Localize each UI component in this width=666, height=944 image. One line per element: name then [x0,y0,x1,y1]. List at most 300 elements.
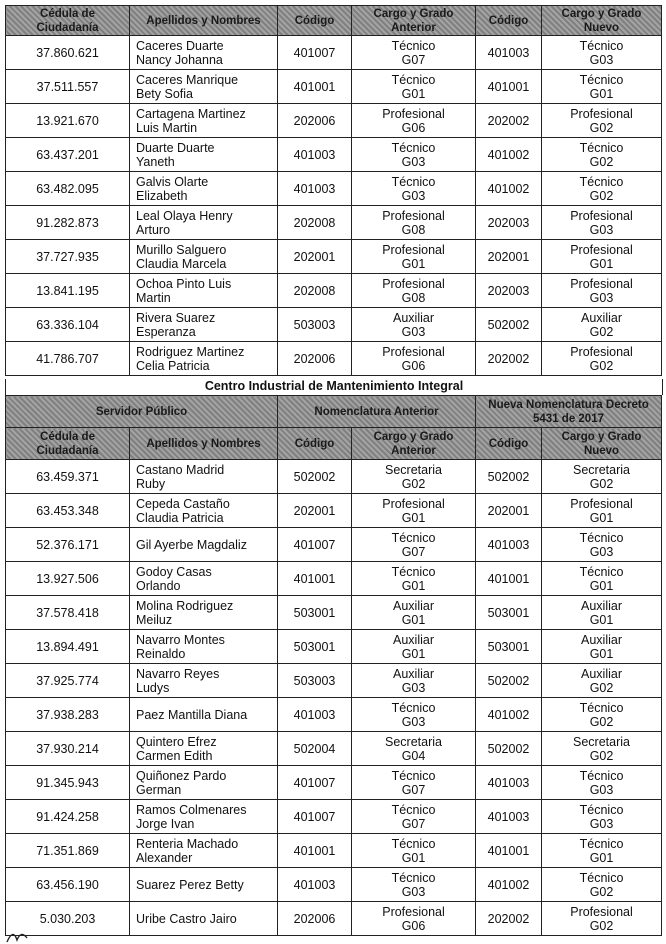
cell-codigo-anterior [278,460,352,494]
cell-cargo-nuevo-text: G02 [589,748,614,763]
cell-codigo-anterior-text: 202006 [293,911,336,926]
cell-codigo-nuevo-text: 401002 [487,707,530,722]
cell-cargo-anterior-text: Profesional [382,106,445,121]
cell-cedula-text: 41.786.707 [36,351,99,366]
cell-nombre-text: Quintero Efrez [136,734,217,749]
cell-codigo-anterior [278,36,352,70]
cell-cargo-nuevo-text: G03 [589,544,614,559]
cell-nombre-text: Renteria Machado [136,836,239,851]
cell-cedula [6,70,130,104]
cell-codigo-nuevo-text: 503001 [487,639,530,654]
cell-cargo-anterior [352,732,476,766]
cell-nombre-text: Esperanza [136,324,196,339]
cell-cargo-nuevo [542,460,662,494]
cell-codigo-anterior-text: 401003 [293,181,336,196]
cell-codigo-anterior-text: 401007 [293,809,336,824]
header-nombres: Apellidos y Nombres [130,428,278,460]
cell-nombre-text: Nancy Johanna [136,52,223,67]
cell-nombre [130,104,278,138]
table-row [6,630,662,664]
cell-cargo-nuevo [542,494,662,528]
cell-codigo-anterior-text: 202008 [293,283,336,298]
cell-cargo-nuevo-text: Profesional [570,242,633,257]
cell-codigo-nuevo [476,528,542,562]
cell-codigo-anterior [278,698,352,732]
cell-nombre-text: Cepeda Castaño [136,496,230,511]
cell-codigo-nuevo-text: 202003 [487,215,530,230]
cell-cargo-nuevo [542,70,662,104]
cell-cargo-nuevo-text: Auxiliar [581,666,623,681]
cell-cargo-anterior-text: Profesional [382,904,445,919]
cell-nombre-text: Cartagena Martinez [136,106,246,121]
cell-nombre-text: Ramos Colmenares [136,802,247,817]
cell-codigo-nuevo-text: 202001 [487,249,530,264]
cell-codigo-nuevo-text: 401001 [487,843,530,858]
cell-cargo-anterior-text: Auxiliar [393,632,435,647]
cell-codigo-nuevo [476,596,542,630]
table-personal-2 [5,395,662,936]
cell-codigo-anterior-text: 503001 [293,605,336,620]
cell-codigo-nuevo-text: 401003 [487,45,530,60]
cell-cargo-nuevo-text: G02 [589,680,614,695]
table-row [6,800,662,834]
cell-codigo-nuevo-text: 401001 [487,571,530,586]
cell-cargo-anterior-text: Profesional [382,496,445,511]
cell-nombre-text: Martin [136,290,171,305]
cell-cargo-nuevo [542,868,662,902]
cell-cargo-anterior-text: G01 [401,256,426,271]
cell-cargo-nuevo [542,274,662,308]
cell-cedula [6,36,130,70]
cell-cargo-anterior-text: G06 [401,918,426,933]
header-cargo-nuevo: Cargo y Grado Nuevo [542,428,662,460]
cell-cargo-nuevo-text: Secretaria [573,462,630,477]
cell-nombre [130,664,278,698]
cell-cargo-anterior-text: Auxiliar [393,666,435,681]
cell-cargo-nuevo-text: Profesional [570,106,633,121]
cell-nombre-text: Claudia Patricia [136,510,224,525]
cell-cedula [6,664,130,698]
cell-cedula [6,138,130,172]
cell-cedula-text: 13.894.491 [36,639,99,654]
cell-codigo-anterior [278,172,352,206]
cell-cargo-nuevo [542,138,662,172]
table-body-1 [6,36,662,376]
cell-cedula-text: 37.727.935 [36,249,99,264]
cell-cargo-anterior-text: Auxiliar [393,598,435,613]
cell-nombre [130,172,278,206]
cell-nombre-text: Alexander [136,850,193,865]
cell-nombre-text: Murillo Salguero [136,242,227,257]
cell-cargo-nuevo-text: Profesional [570,208,633,223]
cell-cargo-nuevo-text: G02 [589,154,614,169]
table-row [6,528,662,562]
cell-cargo-anterior-text: Secretaria [385,734,442,749]
cell-codigo-anterior [278,206,352,240]
cell-cargo-nuevo-text: G02 [589,714,614,729]
cell-cargo-nuevo [542,206,662,240]
cell-cargo-nuevo [542,902,662,936]
table-row [6,342,662,376]
cell-cargo-nuevo-text: G02 [589,324,614,339]
cell-codigo-nuevo [476,460,542,494]
cell-codigo-nuevo-text: 502002 [487,317,530,332]
cell-nombre [130,868,278,902]
cell-nombre-text: Claudia Marcela [136,256,227,271]
header-codigo-nuevo: Código [476,6,542,36]
cell-cargo-nuevo-text: Profesional [570,276,633,291]
cell-cargo-anterior [352,834,476,868]
cell-codigo-anterior-text: 202006 [293,113,336,128]
cell-cargo-anterior-text: G03 [401,714,426,729]
header-cargo-anterior: Cargo y Grado Anterior [352,6,476,36]
cell-cargo-anterior [352,308,476,342]
cell-cargo-anterior [352,766,476,800]
cell-cedula-text: 13.921.670 [36,113,99,128]
cell-cedula [6,460,130,494]
cell-codigo-nuevo [476,664,542,698]
cell-cargo-nuevo-text: G01 [589,646,614,661]
cell-nombre [130,206,278,240]
cell-cargo-nuevo-text: G02 [589,476,614,491]
cell-cargo-anterior [352,868,476,902]
cell-nombre-text: Godoy Casas [136,564,212,579]
cell-cedula-text: 63.456.190 [36,877,99,892]
cell-cargo-nuevo [542,36,662,70]
cell-cargo-anterior-text: Profesional [382,208,445,223]
cell-cargo-nuevo-text: Técnico [579,72,624,87]
cell-cargo-nuevo [542,664,662,698]
cell-codigo-anterior-text: 503001 [293,639,336,654]
cell-cargo-nuevo-text: Técnico [579,174,624,189]
table-row [6,460,662,494]
cell-cedula-text: 37.511.557 [36,79,99,94]
cell-codigo-nuevo-text: 202002 [487,113,530,128]
cell-cedula-text: 63.437.201 [36,147,99,162]
header-cedula: Cédula de Ciudadanía [6,428,130,460]
cell-codigo-anterior [278,732,352,766]
table-row [6,596,662,630]
cell-nombre [130,494,278,528]
cell-cargo-nuevo-text: G02 [589,918,614,933]
cell-codigo-anterior [278,528,352,562]
cell-nombre [130,70,278,104]
cell-cedula [6,172,130,206]
cell-codigo-anterior-text: 502002 [293,469,336,484]
cell-cedula-text: 13.927.506 [36,571,99,586]
cell-codigo-anterior [278,800,352,834]
cell-codigo-nuevo [476,240,542,274]
header-codigo-anterior: Código [278,6,352,36]
table-row [6,240,662,274]
cell-cargo-nuevo-text: Técnico [579,700,624,715]
table-row [6,104,662,138]
cell-codigo-nuevo-text: 202002 [487,911,530,926]
cell-cargo-anterior [352,460,476,494]
cell-nombre-text: Uribe Castro Jairo [136,911,237,926]
cell-codigo-nuevo [476,342,542,376]
cell-nombre [130,630,278,664]
header-codigo-anterior: Código [278,428,352,460]
table-row [6,664,662,698]
cell-cargo-anterior [352,138,476,172]
cell-nombre-text: Reinaldo [136,646,186,661]
cell-codigo-nuevo-text: 401002 [487,877,530,892]
cell-cargo-anterior [352,596,476,630]
cell-nombre-text: Leal Olaya Henry [136,208,233,223]
cell-cargo-anterior-text: Técnico [391,174,436,189]
cell-cargo-anterior-text: Técnico [391,836,436,851]
cell-cargo-anterior-text: Secretaria [385,462,442,477]
cell-cargo-anterior-text: G04 [401,748,426,763]
cell-codigo-anterior-text: 202001 [293,249,336,264]
cell-nombre [130,902,278,936]
cell-cargo-anterior-text: Auxiliar [393,310,434,325]
cell-codigo-anterior [278,104,352,138]
cell-cargo-anterior-text: Técnico [391,564,436,579]
cell-cargo-anterior-text: G03 [401,154,426,169]
cell-cargo-nuevo-text: Secretaria [573,734,630,749]
cell-cargo-anterior [352,206,476,240]
section-title: Centro Industrial de Mantenimiento Integral [5,379,663,395]
cell-cedula [6,342,130,376]
header-nombres: Apellidos y Nombres [130,6,278,36]
cell-cedula-text: 13.841.195 [36,283,99,298]
cell-nombre-text: Yaneth [136,154,175,169]
cell-codigo-anterior [278,70,352,104]
cell-codigo-nuevo [476,868,542,902]
cell-codigo-nuevo [476,562,542,596]
header-cargo-anterior: Cargo y Grado Anterior [352,428,476,460]
cell-cargo-nuevo-text: G03 [589,816,614,831]
table-row [6,834,662,868]
cell-cargo-anterior-text: Técnico [391,38,436,53]
cell-nombre-text: Orlando [136,578,181,593]
cell-cedula [6,732,130,766]
cell-cedula-text: 63.336.104 [36,317,99,332]
cell-cedula-text: 5.030.203 [39,911,96,926]
cell-codigo-anterior-text: 202006 [293,351,336,366]
cell-cargo-nuevo [542,800,662,834]
cell-cargo-nuevo-text: G01 [589,850,614,865]
cell-cargo-nuevo [542,698,662,732]
cell-cargo-nuevo-text: Auxiliar [581,598,623,613]
cell-nombre-text: Elizabeth [136,188,188,203]
cell-codigo-anterior [278,664,352,698]
cell-nombre [130,834,278,868]
cell-codigo-nuevo [476,800,542,834]
cell-cedula [6,596,130,630]
cell-nombre-text: German [136,782,182,797]
cell-codigo-anterior-text: 503003 [293,317,336,332]
cell-cargo-anterior-text: G01 [401,612,426,627]
cell-codigo-nuevo [476,308,542,342]
cell-cargo-anterior-text: G07 [401,544,426,559]
cell-cargo-anterior-text: Profesional [382,242,445,257]
cell-codigo-anterior [278,630,352,664]
header-cargo-nuevo: Cargo y Grado Nuevo [542,6,662,36]
cell-nombre [130,698,278,732]
cell-cargo-anterior-text: Técnico [391,140,436,155]
cell-cargo-anterior-text: Técnico [391,72,436,87]
cell-codigo-nuevo [476,698,542,732]
cell-codigo-anterior [278,494,352,528]
cell-codigo-anterior [278,834,352,868]
cell-cedula [6,528,130,562]
cell-cargo-nuevo-text: Profesional [570,496,633,511]
header-codigo-nuevo: Código [476,428,542,460]
cell-cedula [6,834,130,868]
cell-cargo-anterior-text: G08 [401,290,426,305]
cell-cedula-text: 63.459.371 [36,469,99,484]
table-row [6,732,662,766]
cell-codigo-nuevo [476,138,542,172]
cell-nombre-text: Rodriguez Martinez [136,344,245,359]
cell-cargo-anterior [352,630,476,664]
cell-cargo-nuevo [542,766,662,800]
cell-cargo-anterior [352,342,476,376]
cell-cedula-text: 71.351.869 [36,843,99,858]
cell-cargo-anterior [352,800,476,834]
cell-cargo-nuevo-text: Profesional [570,904,633,919]
cell-cargo-nuevo-text: G02 [589,188,614,203]
cell-cargo-nuevo-text: G01 [589,578,614,593]
table-body-2 [6,460,662,936]
cell-codigo-nuevo [476,172,542,206]
cell-codigo-anterior [278,342,352,376]
cell-codigo-nuevo [476,36,542,70]
cell-cargo-anterior-text: G03 [401,680,426,695]
table-row [6,868,662,902]
cell-cargo-anterior-text: Técnico [391,802,436,817]
cell-codigo-anterior [278,766,352,800]
cell-cargo-anterior-text: G06 [401,120,426,135]
cell-nombre-text: Galvis Olarte [136,174,209,189]
cell-nombre-text: Suarez Perez Betty [136,877,244,892]
cell-cargo-nuevo [542,308,662,342]
cell-nombre-text: Quiñonez Pardo [136,768,227,783]
cell-codigo-nuevo [476,766,542,800]
cell-cargo-nuevo [542,834,662,868]
cell-codigo-nuevo-text: 202003 [487,283,530,298]
cell-cargo-anterior [352,562,476,596]
cell-nombre [130,308,278,342]
cell-cedula [6,698,130,732]
cell-cargo-anterior-text: G03 [401,188,426,203]
cell-nombre-text: Meiluz [136,612,173,627]
cell-cargo-nuevo-text: G02 [589,358,614,373]
cell-codigo-nuevo [476,902,542,936]
cell-cedula [6,562,130,596]
cell-cargo-anterior-text: G01 [401,510,426,525]
cell-cargo-nuevo-text: Técnico [579,802,624,817]
cell-cedula-text: 37.938.283 [36,707,99,722]
cell-codigo-anterior [278,274,352,308]
cell-codigo-anterior [278,596,352,630]
cell-codigo-anterior-text: 401001 [293,571,336,586]
cell-nombre-text: Bety Sofia [136,86,193,101]
cell-cargo-anterior [352,664,476,698]
cell-cargo-nuevo [542,528,662,562]
cell-cedula [6,766,130,800]
cell-cargo-nuevo-text: G01 [589,612,614,627]
cell-cargo-anterior [352,698,476,732]
cell-codigo-nuevo [476,834,542,868]
cell-cargo-nuevo-text: Técnico [579,870,624,885]
table-row [6,902,662,936]
cell-cargo-anterior-text: G01 [401,86,426,101]
cell-cedula-text: 52.376.171 [36,537,99,552]
cell-cargo-anterior [352,494,476,528]
cell-nombre-text: Navarro Montes [136,632,225,647]
table-row [6,172,662,206]
cell-codigo-anterior-text: 503003 [293,673,336,688]
cell-cargo-anterior [352,274,476,308]
cell-codigo-anterior-text: 401007 [293,45,336,60]
cell-cargo-nuevo-text: G02 [589,120,614,135]
table-row [6,562,662,596]
cell-nombre-text: Paez Mantilla Diana [136,707,248,722]
cell-cargo-nuevo-text: Técnico [579,38,624,53]
cell-nombre-text: Caceres Manrique [136,72,239,87]
cell-cargo-nuevo-text: Técnico [579,768,624,783]
cell-cedula [6,308,130,342]
cell-cedula [6,240,130,274]
cell-codigo-nuevo [476,732,542,766]
cell-cedula-text: 63.482.095 [36,181,99,196]
cell-nombre [130,342,278,376]
cell-codigo-anterior-text: 401007 [293,537,336,552]
cell-nombre [130,562,278,596]
cell-cargo-nuevo-text: G03 [589,52,614,67]
cell-codigo-anterior-text: 401003 [293,877,336,892]
cell-nombre-text: Ochoa Pinto Luis [136,276,232,291]
cell-cedula [6,206,130,240]
cell-cargo-nuevo-text: Auxiliar [581,310,622,325]
cell-cargo-anterior-text: G02 [401,476,426,491]
cell-cargo-nuevo-text: Técnico [579,140,624,155]
cell-cargo-nuevo-text: G03 [589,222,614,237]
cell-codigo-nuevo-text: 401003 [487,775,530,790]
table-row [6,138,662,172]
cell-codigo-anterior [278,868,352,902]
cell-codigo-anterior-text: 401001 [293,79,336,94]
cell-cedula-text: 63.453.348 [36,503,99,518]
table-row [6,308,662,342]
cell-cargo-anterior-text: Profesional [382,276,445,291]
cell-cargo-anterior-text: G01 [401,578,426,593]
cell-cargo-nuevo-text: G02 [589,884,614,899]
cell-cargo-nuevo [542,562,662,596]
cell-nombre-text: Jorge Ivan [136,816,195,831]
cell-nombre [130,240,278,274]
cell-nombre [130,732,278,766]
cell-cargo-nuevo-text: Técnico [579,530,624,545]
cell-codigo-nuevo-text: 202002 [487,351,530,366]
cell-cargo-anterior [352,70,476,104]
cell-cargo-anterior [352,36,476,70]
cell-codigo-nuevo [476,70,542,104]
cell-cedula [6,494,130,528]
cell-cargo-nuevo-text: Auxiliar [581,632,623,647]
cell-nombre-text: Rivera Suarez [136,310,216,325]
cell-cedula [6,274,130,308]
cell-codigo-anterior-text: 401007 [293,775,336,790]
cell-cargo-nuevo [542,104,662,138]
cell-nombre-text: Arturo [136,222,171,237]
cell-nombre [130,460,278,494]
cell-codigo-nuevo-text: 401003 [487,537,530,552]
